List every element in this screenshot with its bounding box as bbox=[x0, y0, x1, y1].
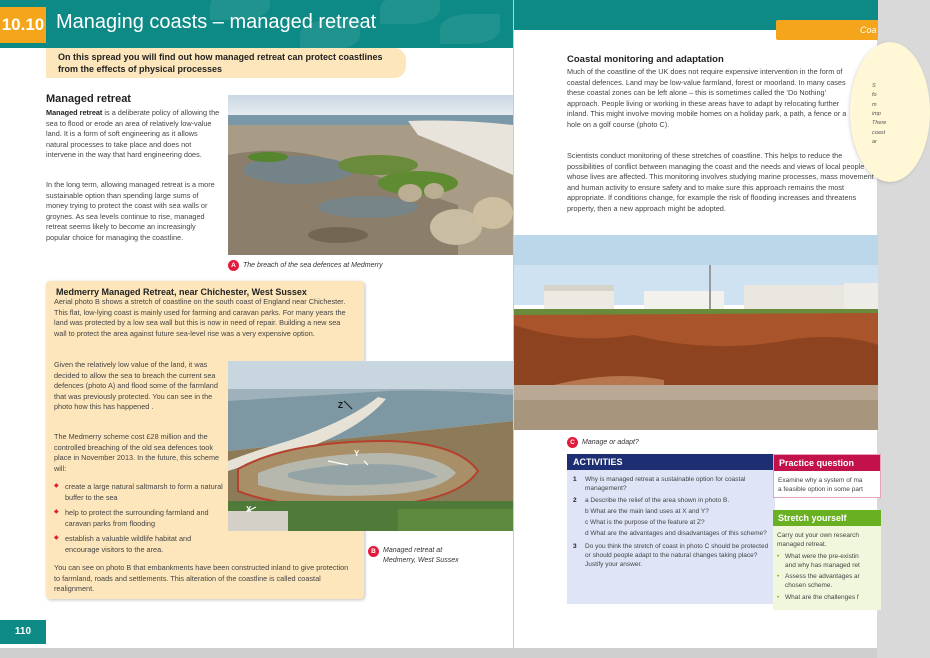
photo-c-cliff-caravans bbox=[514, 235, 878, 430]
list-item: ◆ establish a valuable wildlife habitat and encourage visitors to the area. bbox=[54, 534, 224, 555]
photo-c-badge-icon: C bbox=[567, 437, 578, 448]
photo-a-illustration bbox=[228, 95, 513, 255]
photo-b-label-z: Z bbox=[338, 401, 343, 410]
photo-b-caption-text bbox=[383, 546, 459, 566]
question-number: 1 bbox=[573, 476, 577, 483]
case-study-paragraph-3: The Medmerry scheme cost £28 million and the controlled breaching of the old sea defences took place in November 2013. In the future, this scheme will: bbox=[54, 432, 220, 473]
photo-c-illustration bbox=[514, 235, 878, 430]
question-subpart: b What are the main land uses at X and Y? bbox=[585, 508, 709, 516]
practice-line: Examine why a system of ma bbox=[778, 477, 863, 484]
question-text: Do you think the stretch of coast in photo C should be protected or should people adapt to the natural changes taking place? Justify your answer. bbox=[585, 542, 769, 568]
practice-question-text bbox=[774, 471, 880, 499]
photo-b-illustration bbox=[228, 361, 513, 531]
caption-line: Managed retreat at bbox=[383, 547, 443, 554]
side-note-line: There bbox=[872, 120, 887, 127]
question-number: 3 bbox=[573, 542, 577, 550]
photo-a-breach bbox=[228, 95, 513, 255]
photo-c-caption-text: Manage or adapt? bbox=[582, 439, 639, 446]
case-study-paragraph-4: You can see on photo B that embankments have been constructed inland to give protection to farmland, roads and settlements. This alteration of the coastline is called coastal realignment. bbox=[54, 563, 349, 594]
definition-text: is a deliberate policy of allowing the sea to flood or erode an area of relatively low-value land. It is a form of soft engineering as it allows natural processes to take place and does not intervene in the way that hard engineering does. bbox=[46, 108, 220, 160]
chapter-tab: Coa bbox=[776, 20, 878, 40]
activity-question-3 bbox=[573, 542, 769, 569]
photo-b-aerial bbox=[228, 361, 513, 531]
side-note-line: ar bbox=[872, 139, 877, 146]
list-item bbox=[777, 552, 877, 570]
chapter-number: 10.10 bbox=[0, 7, 46, 43]
practice-question-title: Practice question bbox=[774, 455, 880, 471]
practice-question-box bbox=[773, 454, 881, 498]
case-study-benefits-list bbox=[54, 482, 224, 560]
book-bottom-edge bbox=[0, 648, 877, 658]
managed-retreat-paragraph-1 bbox=[46, 108, 222, 161]
stretch-line: Carry out your own research bbox=[777, 532, 860, 539]
photo-a-caption bbox=[228, 260, 383, 271]
section-heading-monitoring: Coastal monitoring and adaptation bbox=[567, 54, 724, 65]
stretch-yourself-title: Stretch yourself bbox=[773, 510, 881, 526]
page-number: 110 bbox=[0, 620, 46, 644]
photo-b-label-y: Y bbox=[354, 449, 360, 458]
monitoring-paragraph-1: Much of the coastline of the UK does not require expensive intervention in the form of coastal defences. Land may be low-value farmland, forest or moorland. In many cases these coastal zones can be left alone – this is sometimes called the ‘Do Nothing’ approach. People living or working in these areas have to adapt by relocating further inland. This might involve moving mobile homes on a holiday park, a path, a fence or a hole on a golf course (photo C). bbox=[567, 67, 847, 129]
activities-list bbox=[567, 470, 775, 569]
question-subpart: c What is the purpose of the feature at Z? bbox=[585, 519, 705, 527]
question-text: a Describe the relief of the area shown in photo B. bbox=[585, 497, 730, 505]
bullet-text: and why has managed ret bbox=[785, 562, 860, 570]
intro-banner: On this spread you will find out how managed retreat can protect coastlines from the effects of physical processes bbox=[46, 48, 406, 78]
page-title: Managing coasts – managed retreat bbox=[56, 11, 377, 33]
photo-b-caption bbox=[368, 546, 459, 566]
side-note-line: S bbox=[872, 83, 876, 89]
stretch-yourself-box bbox=[773, 510, 881, 610]
list-item bbox=[777, 572, 877, 590]
monitoring-paragraph-2: Scientists conduct monitoring of these stretches of coastline. This helps to reduce the possibilities of conflict between managing the coast and the needs and views of local people whose lives are affected. This monitoring involves studying marine processes, mass movement and human activity to ensure safety and to make sure this approach remains the most appropriate. If conditions change, for example the risk of flooding increases and threatens property, then a new approach might be adopted. bbox=[567, 151, 874, 213]
bullet-text: chosen scheme. bbox=[785, 582, 833, 590]
activities-box bbox=[567, 454, 775, 604]
case-study-paragraph-2: Given the relatively low value of the land, it was decided to allow the sea to breach the current sea defences (photo A) and flood some of the farmland that was previously protected. You can see in the photo how this has happened . bbox=[54, 360, 218, 412]
side-note-line: imp bbox=[872, 111, 881, 118]
question-text: Why is managed retreat a sustainable option for coastal management? bbox=[585, 476, 746, 493]
list-item: ◆ create a large natural saltmarsh to form a natural buffer to the sea bbox=[54, 482, 224, 503]
side-note-line: coast bbox=[872, 129, 886, 136]
case-study-paragraph-1: Aerial photo B shows a stretch of coastline on the south coast of England near Chichester. This flat, low-lying coast is mainly used for farming and caravan parks. For many years the land was protected by a low sea wall but this is now in need of repair. Building a new sea wall to protect the area against future sea-level rise was a very expensive option. bbox=[54, 297, 346, 338]
photo-b-badge-icon: B bbox=[368, 546, 379, 557]
stretch-bullets bbox=[773, 549, 881, 601]
photo-a-caption-text: The breach of the sea defences at Medmerry bbox=[243, 262, 383, 269]
managed-retreat-paragraph-2: In the long term, allowing managed retreat is a more sustainable option than spending large sums of money trying to protect the coast with sea walls or groynes. As sea levels continue to rise, managed retreat seems likely to become an increasingly popular choice for managing the coastline. bbox=[46, 180, 215, 242]
caption-line: Medmerry, West Sussex bbox=[383, 556, 459, 564]
photo-a-badge-icon: A bbox=[228, 260, 239, 271]
activity-question-2 bbox=[573, 496, 769, 538]
side-note-line: fo bbox=[872, 92, 877, 99]
term-managed-retreat: Managed retreat bbox=[46, 108, 103, 117]
photo-c-caption bbox=[567, 437, 639, 448]
stretch-intro bbox=[773, 526, 881, 549]
bullet-text: What were the pre-existin bbox=[785, 553, 859, 561]
bullet-text: Assess the advantages ar bbox=[785, 573, 860, 581]
question-number: 2 bbox=[573, 497, 577, 505]
section-heading-managed-retreat: Managed retreat bbox=[46, 93, 131, 105]
case-study-heading: Medmerry Managed Retreat, near Chichester, West Sussex bbox=[56, 287, 307, 297]
activities-title: ACTIVITIES bbox=[567, 454, 775, 470]
photo-b-label-x: X bbox=[246, 505, 252, 514]
right-page bbox=[513, 0, 887, 658]
list-item: • What are the challenges f bbox=[777, 593, 877, 602]
stretch-line: managed retreat. bbox=[777, 541, 827, 549]
list-item: ◆ help to protect the surrounding farmland and caravan parks from flooding bbox=[54, 508, 224, 529]
question-subpart: d What are the advantages and disadvantages of this scheme? bbox=[585, 530, 767, 538]
practice-line: a feasible option in some part bbox=[778, 486, 863, 494]
activity-question-1 bbox=[573, 475, 769, 493]
side-note-line: m bbox=[872, 101, 877, 108]
